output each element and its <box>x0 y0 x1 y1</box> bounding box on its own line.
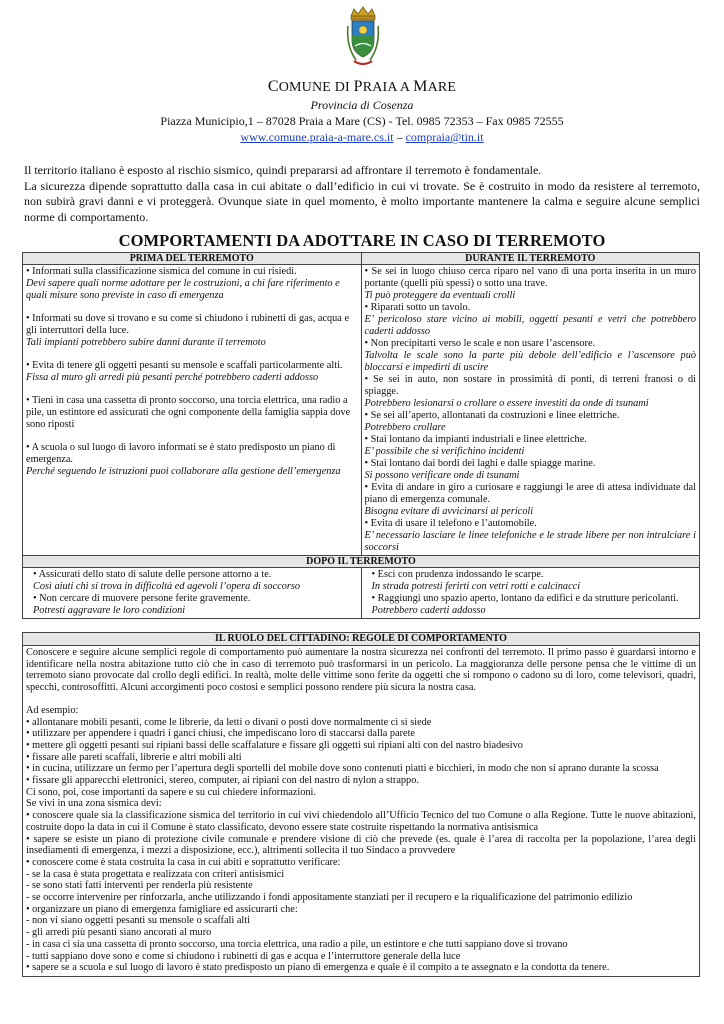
durante-item <box>365 458 697 482</box>
citizen-role-heading: IL RUOLO DEL CITTADINO: REGOLE DI COMPORTAMENTO <box>23 633 699 646</box>
durante-item <box>365 410 697 434</box>
dopo-item-note: Potresti aggravare le loro condizioni <box>33 605 186 616</box>
title-part-2: RAIA A <box>362 80 414 95</box>
email-link[interactable]: compraia@tin.it <box>405 130 484 144</box>
durante-item-text: • Evita di andare in giro a curiosare e raggiungi le aree di attesa individuate dal piano di emergenza comunale. <box>364 482 696 505</box>
durante-item <box>365 302 697 338</box>
list-item: - in casa ci sia una cassetta di pronto soccorso, una torcia elettrica, una radio a pile, un estintore e che tutti sappiano dove si trovano <box>26 938 568 950</box>
dopo-right-cell <box>361 568 700 619</box>
province-line: Provincia di Cosenza <box>310 98 414 112</box>
citizen-role-body <box>23 646 699 976</box>
municipality-title <box>0 78 724 96</box>
prima-item-note: Tali impianti potrebbero subire danni durante il terremoto <box>26 337 266 348</box>
prima-item-text: • Evita di tenere gli oggetti pesanti su mensole e scaffali particolarmente alti. <box>26 360 343 371</box>
durante-item-text: • Evita di usare il telefono e l’automobile. <box>364 518 537 529</box>
durante-item-text: • Se sei all’aperto, allontanati da costruzioni e linee elettriche. <box>364 410 620 421</box>
title-part-3: ARE <box>427 80 457 95</box>
column-header-prima: PRIMA DEL TERREMOTO <box>23 253 362 265</box>
coat-of-arms-icon <box>346 6 380 70</box>
durante-item <box>365 482 697 518</box>
column-header-dopo: DOPO IL TERREMOTO <box>23 556 700 568</box>
list-item: • mettere gli oggetti pesanti sui ripiani bassi delle scaffalature e fissare gli oggetti sui ripiani alti con del nastro biadesivo <box>26 739 523 751</box>
dopo-item-text: • Non cercare di muovere persone ferite gravemente. <box>33 593 251 604</box>
durante-item <box>365 434 697 458</box>
dopo-item-text: • Assicurati dello stato di salute delle persone attorno a te. <box>33 569 272 580</box>
prima-item-text: • Informati su dove si trovano e su come si chiudono i rubinetti di gas, acqua e gli interruttori della luce. <box>26 313 350 336</box>
durante-item-text: • Riparati sotto un tavolo. <box>364 302 471 313</box>
dopo-item-text: • Esci con prudenza indossando le scarpe. <box>371 569 544 580</box>
main-heading: COMPORTAMENTI DA ADOTTARE IN CASO DI TERREMOTO <box>118 231 606 250</box>
dopo-item-note: Così aiuti chi si trova in difficoltà ed agevoli l’opera di soccorso <box>33 581 301 592</box>
durante-item-text: • Se sei in luogo chiuso cerca riparo nel vano di una porta inserita in un muro portante (quelli più spessi) o sotto una trave. <box>364 266 696 289</box>
prima-cell <box>23 265 362 556</box>
list-item: • allontanare mobili pesanti, come le librerie, da letti o divani o posti dove normalmente ci si siede <box>26 716 432 728</box>
list-item: • fissare alle pareti scaffali, librerie e altri mobili alti <box>26 751 242 763</box>
prima-item <box>26 313 358 349</box>
prima-item <box>26 442 358 478</box>
list-item: • utilizzare per appendere i quadri i ganci chiusi, che impediscano loro di staccarsi dalla parete <box>26 728 415 740</box>
list-item: Se vivi in una zona sismica devi: <box>26 798 162 810</box>
dopo-item <box>33 593 358 617</box>
prima-item-text: • Informati sulla classificazione sismica del comune in cui risiedi. <box>26 266 297 277</box>
column-header-durante: DURANTE IL TERREMOTO <box>361 253 700 265</box>
title-initial-c: C <box>267 78 279 95</box>
list-item: - non vi siano oggetti pesanti su mensole o scaffali alti <box>26 915 251 927</box>
durante-item-note: Si possono verificare onde di tsunami <box>364 470 520 481</box>
list-item: - tutti sappiano dove sono e come si chiudono i rubinetti di gas e acqua e l’interruttore generale della luce <box>26 950 461 962</box>
dopo-item <box>372 593 697 617</box>
citizen-role-list <box>26 717 696 974</box>
citizen-role-intro: Conoscere e seguire alcune semplici regole di comportamento può aumentare la nostra sicurezza nei confronti del terremoto. Il primo passo è guardarsi intorno e identificare nella nostra abitazione tutto ciò che in caso di terremoto può trasformarsi in un pericolo. La maggioranza delle persone pensa che le vittime di un terremoto siano provocate dal crollo degli edifici. In realtà, molte delle vittime sono ferite da oggetti che si rompono o cadono su di loro, come televisori, quadri, specchi, controsoffitti. Alcuni accorgimenti poco costosi e semplici possono rendere più sicura la nostra casa. <box>26 647 696 694</box>
dopo-item-note: Potrebbero caderti addosso <box>371 605 486 616</box>
list-item: • fissare gli apparecchi elettronici, stereo, computer, ai ripiani con del nastro di nylon a strappo. <box>26 775 419 787</box>
durante-item-text: • Non precipitarti verso le scale e non usare l’ascensore. <box>364 338 596 349</box>
dopo-item-note: In strada potresti ferirti con vetri rotti e calcinacci <box>371 581 581 592</box>
prima-item <box>26 395 358 431</box>
durante-item-note: E’ pericoloso stare vicino ai mobili, oggetti pesanti e vetri che potrebbero caderti addosso <box>364 314 696 337</box>
list-item: - se sono stati fatti interventi per renderla più resistente <box>26 880 253 892</box>
list-item: • sapere se a scuola e sul luogo di lavoro è stato predisposto un piano di emergenza e quale è il compito a te assegnato e la condotta da tenere. <box>26 962 610 974</box>
durante-item-text: • Stai lontano da impianti industriali e linee elettriche. <box>364 434 587 445</box>
durante-item-text: • Stai lontano dai bordi dei laghi e dalle spiagge marine. <box>364 458 596 469</box>
durante-item-note: Ti può proteggere da eventuali crolli <box>364 290 516 301</box>
durante-item-text: • Se sei in auto, non sostare in prossimità di ponti, di terreni franosi o di spiagge. <box>364 374 696 397</box>
behaviour-table <box>22 252 700 619</box>
dopo-item-text: • Raggiungi uno spazio aperto, lontano da edifici e da strutture pericolanti. <box>371 593 679 604</box>
prima-item-text: • A scuola o sul luogo di lavoro informati se è stato predisposto un piano di emergenza. <box>26 442 336 465</box>
durante-item-note: Talvolta le scale sono la parte più debole dell’edificio e l’ascensore può bloccarsi e impedirti di uscire <box>364 350 696 373</box>
prima-item-text: • Tieni in casa una cassetta di pronto soccorso, una torcia elettrica, una radio a pile, un estintore ed assicurati che ogni componente della famiglia sappia dove sono riposti <box>26 395 351 430</box>
list-item: Ci sono, poi, cose importanti da sapere e su cui chiedere informazioni. <box>26 786 316 798</box>
dopo-item <box>33 569 358 593</box>
citizen-role-section <box>22 632 700 977</box>
durante-item <box>365 374 697 410</box>
list-item: - gli arredi più pesanti siano ancorati al muro <box>26 927 212 939</box>
dopo-item <box>372 569 697 593</box>
prima-item-note: Devi sapere quali norme adottare per le costruzioni, a chi fare riferimento e quali misure sono previste in caso di emergenza <box>26 278 340 301</box>
prima-item <box>26 360 358 384</box>
title-part-1: OMUNE DI <box>278 80 354 95</box>
list-item: - se occorre intervenire per rinforzarla, anche utilizzando i fondi appositamente stanziati per il recupero e la riqualificazione del patrimonio edilizio <box>26 892 633 904</box>
prima-item-note: Fissa al muro gli arredi più pesanti perché potrebbero caderti addosso <box>26 372 319 383</box>
durante-item <box>365 338 697 374</box>
list-item: • organizzare un piano di emergenza famigliare ed assicurarti che: <box>26 903 298 915</box>
durante-cell <box>361 265 700 556</box>
list-item: • sapere se esiste un piano di protezione civile comunale e prendere visione di ciò che prevede (es. quale è l’area di raccolta per la popolazione, l’area degli insediamenti di emergenza, i mezzi a disposizione, ecc.), altrimenti sollecita il tuo Sindaco a provvedere <box>26 833 696 857</box>
list-item: - se la casa è stata progettata e realizzata con criteri antisismici <box>26 868 285 880</box>
durante-item <box>365 518 697 554</box>
website-link[interactable]: www.comune.praia-a-mare.cs.it <box>240 130 394 144</box>
prima-item <box>26 266 358 302</box>
address-line: Piazza Municipio,1 – 87028 Praia a Mare (CS) - Tel. 0985 72353 – Fax 0985 72555 <box>160 114 564 128</box>
list-item: • conoscere come è stata costruita la casa in cui abiti e soprattutto verificare: <box>26 856 341 868</box>
dopo-left-cell <box>23 568 362 619</box>
intro-paragraph-1: Il territorio italiano è esposto al rischio sismico, quindi prepararsi ad affrontare il terremoto è fondamentale. <box>24 163 542 177</box>
durante-item-note: Potrebbero crollare <box>364 422 446 433</box>
title-initial-p: P <box>353 78 363 95</box>
intro-text <box>24 163 700 225</box>
durante-item <box>365 266 697 302</box>
contact-separator: – <box>393 130 406 144</box>
prima-item-note: Perché seguendo le istruzioni puoi collaborare alla gestione dell’emergenza <box>26 466 341 477</box>
durante-item-note: Bisogna evitare di avvicinarsi ai pericoli <box>364 506 534 517</box>
contact-line <box>0 130 724 145</box>
example-label: Ad esempio: <box>26 704 79 716</box>
durante-item-note: E’ possibile che si verifichino incidenti <box>364 446 525 457</box>
list-item: • in cucina, utilizzare un fermo per l’apertura degli sportelli del mobile dove sono contenuti piatti e bicchieri, in modo che non si aprano durante la scossa <box>26 763 659 775</box>
list-item: • conoscere quale sia la classificazione sismica del territorio in cui vivi chiedendolo all’Ufficio Tecnico del tuo Comune o alla Regione. Tutte le nuove abitazioni, costruite dopo la data in cui il Comune è stato classificato, devono essere state costruite rispettando la normativa antisismica <box>26 810 696 833</box>
title-initial-m: M <box>413 78 428 95</box>
intro-paragraph-2: La sicurezza dipende soprattutto dalla casa in cui abitate o dall’edificio in cui vi trovate. Se è costruito in modo da resistere al terremoto, non subirà gravi danni e vi proteggerà. Ovunque siate in quel momento, è molto importante mantenere la calma e seguire alcune semplici norme di comportamento. <box>24 178 700 224</box>
durante-item-note: Potrebbero lesionarsi o crollare o essere investiti da onde di tsunami <box>364 398 649 409</box>
durante-item-note: E’ necessario lasciare le linee telefoniche e le strade libere per non intralciare i soccorsi <box>364 530 696 553</box>
